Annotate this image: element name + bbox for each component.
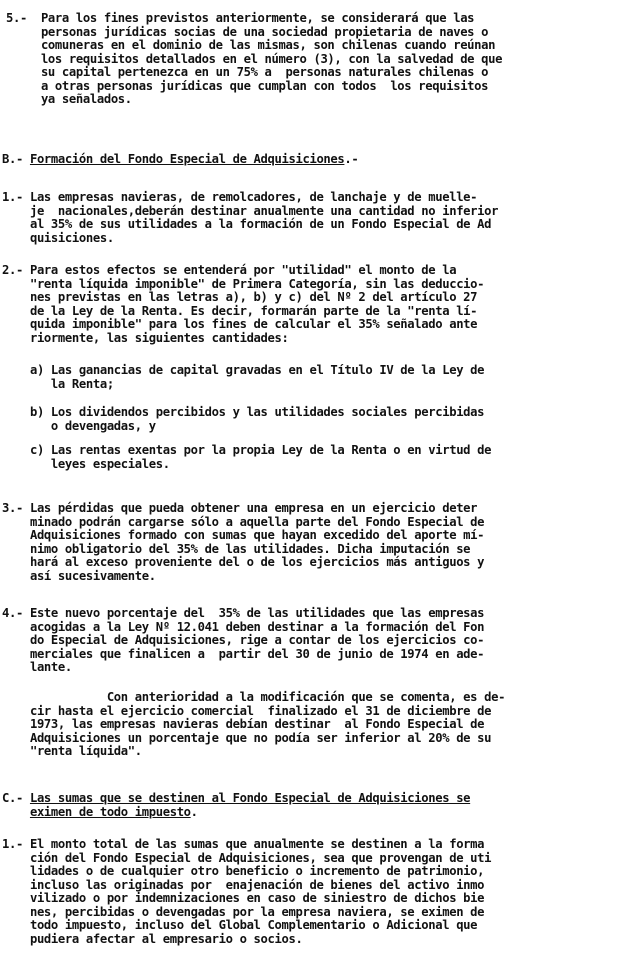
section-c-title-continued: eximen de todo impuesto: [29, 804, 191, 819]
text-line: merciales que finalicen a partir del 30 de junio de 1974 en ade-: [2, 646, 485, 661]
text-line: incluso las originadas por enajenación de bienes del activo inmo: [2, 877, 485, 892]
section-b-marker: B.-: [2, 152, 30, 166]
text-line: je nacionales,deberán destinar anualmente una cantidad no inferior: [2, 203, 499, 218]
section-b-tail: .-: [344, 152, 359, 166]
text-line: comuneras en el dominio de las mismas, son chilenas cuando reúnan: [6, 38, 496, 52]
text-line: 1.- Las empresas navieras, de remolcadores, de lanchaje y de muelle-: [2, 190, 478, 204]
text-line: acogidas a la Ley Nº 12.041 deben destinar a la formación del Fon: [2, 619, 485, 634]
text-line: hará al exceso proveniente del o de los ejercicios más antiguos y: [2, 555, 485, 569]
text-line: Adquisiciones un porcentaje que no podía ser inferior al 20% de su: [2, 730, 492, 745]
section-c-marker: C.-: [2, 791, 30, 805]
text-line: 4.- Este nuevo porcentaje del 35% de las utilidades que las empresas: [2, 606, 485, 620]
text-line: la Renta;: [2, 376, 114, 391]
text-line: minado podrán cargarse sólo a aquella parte del Fondo Especial de: [2, 514, 485, 529]
section-c-paragraph-1: [2, 838, 491, 946]
section-b-paragraph-5: [2, 691, 505, 759]
section-c-tail: .: [190, 804, 198, 819]
text-line: leyes especiales.: [2, 456, 170, 471]
text-line: nimo obligatorio del 35% de las utilidades. Dicha imputación se: [2, 541, 471, 556]
text-line: a) Las ganancias de capital gravadas en el Título IV de la Ley de: [2, 363, 485, 377]
text-line: al 35% de sus utilidades a la formación de un Fondo Especial de Ad: [2, 217, 492, 231]
section-c-title: Las sumas que se destinen al Fondo Especial de Adquisiciones se: [29, 791, 471, 805]
text-line: 3.- Las pérdidas que pueda obtener una empresa en un ejercicio deter: [2, 501, 478, 515]
text-line: Con anterioridad a la modificación que se comenta, es de-: [2, 690, 506, 704]
text-line: personas jurídicas socias de una sociedad propietaria de naves o: [6, 24, 489, 39]
section-b-paragraph-1: [2, 191, 498, 245]
text-line: quida imponible" para los fines de calcular el 35% señalado ante: [2, 317, 478, 331]
section-b-paragraph-4: [2, 607, 484, 675]
list-item-b: [2, 406, 484, 433]
text-line: "renta líquida imponible" de Primera Categoría, sin las deduccio-: [2, 276, 485, 291]
text-line: 1.- El monto total de las sumas que anualmente se destinen a la forma: [2, 837, 485, 851]
text-line: lidades o de cualquier otro beneficio o incremento de patrimonio,: [2, 864, 485, 878]
section-b-heading: [2, 153, 358, 167]
text-line: pudiera afectar al empresario o socios.: [2, 931, 303, 946]
text-line: 1973, las empresas navieras debían destinar al Fondo Especial de: [2, 717, 485, 731]
text-line: de la Ley de la Renta. Es decir, formarán parte de la "renta lí-: [2, 303, 478, 318]
text-line: nes previstas en las letras a), b) y c) del Nº 2 del artículo 27: [2, 290, 478, 304]
text-line: "renta líquida".: [2, 744, 142, 758]
text-line: quisiciones.: [2, 230, 114, 245]
text-line: ción del Fondo Especial de Adquisiciones, sea que provengan de uti: [2, 850, 492, 865]
text-line: 5.- Para los fines previstos anteriormente, se considerará que las: [6, 11, 475, 25]
text-line: Adquisiciones formado con sumas que hayan excedido del aporte mí-: [2, 528, 485, 542]
text-line: así sucesivamente.: [2, 568, 156, 583]
text-line: su capital pertenezca en un 75% a personas naturales chilenas o: [6, 65, 489, 79]
text-line: nes, percibidas o devengadas por la empresa naviera, se eximen de: [2, 904, 485, 919]
text-line: riormente, las siguientes cantidades:: [2, 330, 289, 345]
text-line: a otras personas jurídicas que cumplan con todos los requisitos: [6, 78, 489, 93]
section-5-paragraph: [6, 12, 502, 107]
section-b-title: Formación del Fondo Especial de Adquisiciones: [29, 152, 345, 166]
text-line: do Especial de Adquisiciones, rige a contar de los ejercicios co-: [2, 633, 485, 647]
text-line: c) Las rentas exentas por la propia Ley de la Renta o en virtud de: [2, 443, 492, 457]
text-line: ya señalados.: [6, 92, 132, 106]
text-line: todo impuesto, incluso del Global Complementario o Adicional que: [2, 918, 478, 932]
text-line: o devengadas, y: [2, 418, 156, 433]
text-line: los requisitos detallados en el número (3), con la salvedad de que: [6, 51, 503, 66]
text-line: b) Los dividendos percibidos y las utilidades sociales percibidas: [2, 405, 485, 419]
text-line: cir hasta el ejercicio comercial finalizado el 31 de diciembre de: [2, 703, 492, 718]
section-b-paragraph-3: [2, 502, 484, 583]
text-line: lante.: [2, 660, 72, 674]
section-b-paragraph-2: [2, 264, 484, 345]
text-line: vilizado o por indemnizaciones en caso de siniestro de dichos bie: [2, 891, 485, 905]
text-line: 2.- Para estos efectos se entenderá por "utilidad" el monto de la: [2, 263, 457, 277]
list-item-c: [2, 444, 491, 471]
section-c-heading: [2, 792, 470, 819]
list-item-a: [2, 364, 484, 391]
